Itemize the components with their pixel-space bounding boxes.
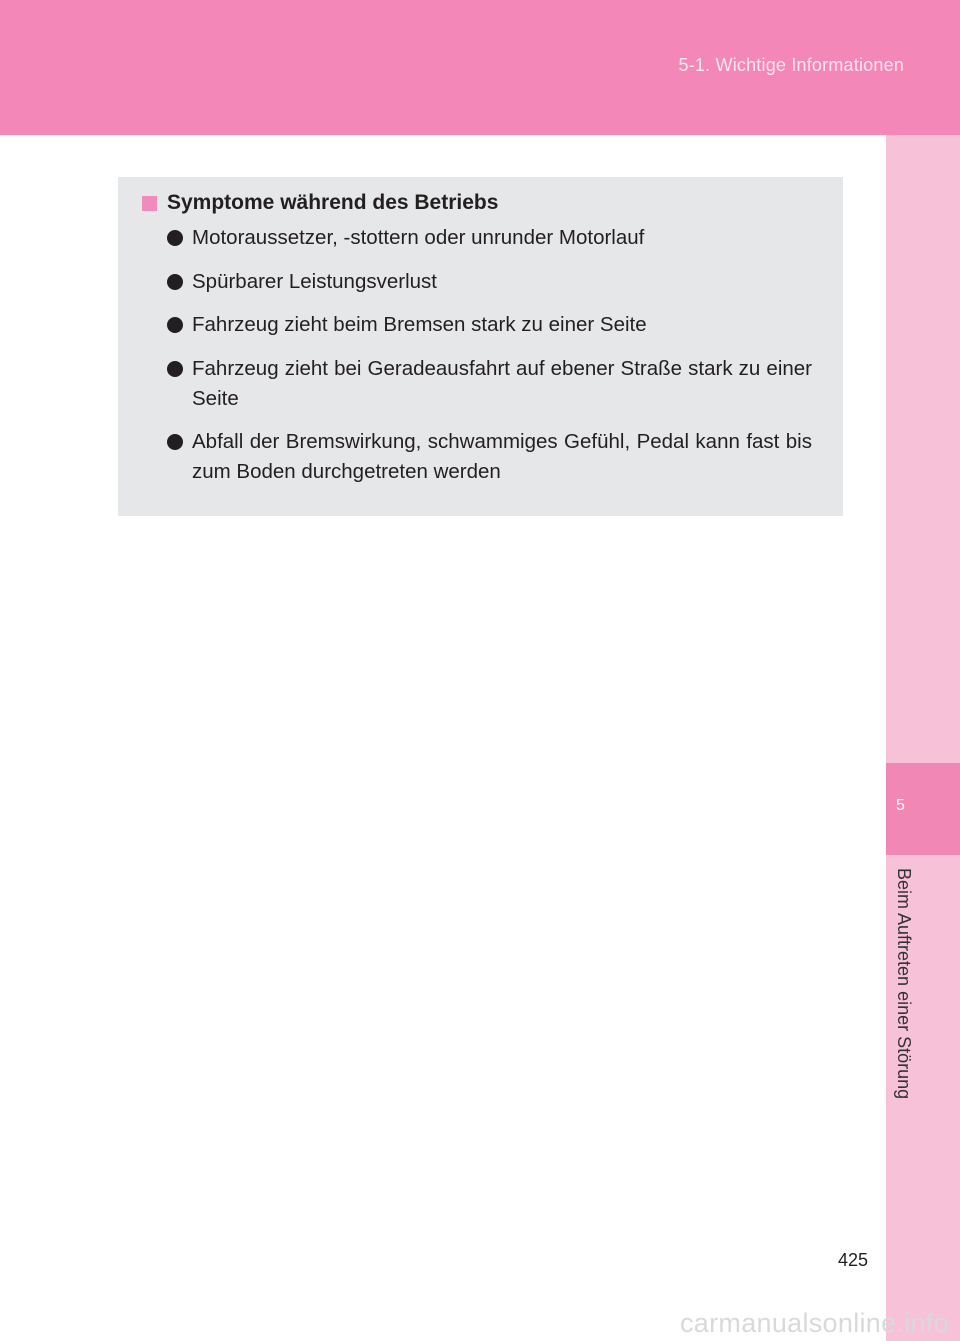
section-title: 5-1. Wichtige Informationen — [678, 55, 904, 75]
chapter-name: Beim Auftreten einer Störung — [894, 868, 914, 1100]
box-heading-text: Symptome während des Betriebs — [167, 191, 499, 214]
circle-bullet-icon — [167, 274, 183, 290]
side-strip — [886, 135, 960, 1341]
list-item-text: Motoraussetzer, -stottern oder unrunder Motorlauf — [192, 226, 645, 249]
list-item-text: Abfall der Bremswirkung, schwammiges Gefühl, Pedal kann fast bis zum Boden durchgetreten werden — [192, 430, 812, 483]
circle-bullet-icon — [167, 434, 183, 450]
list-item — [166, 310, 812, 340]
list-item — [166, 223, 812, 253]
list-item-text: Fahrzeug zieht beim Bremsen stark zu einer Seite — [192, 313, 647, 336]
box-heading — [142, 191, 498, 215]
watermark: carmanualsonline.info — [680, 1308, 949, 1338]
list-item-text: Spürbarer Leistungsverlust — [192, 269, 437, 293]
list-item — [166, 354, 812, 414]
circle-bullet-icon — [167, 361, 183, 377]
list-item-text: Fahrzeug zieht bei Geradeausfahrt auf ebener Straße stark zu einer Seite — [192, 356, 812, 410]
square-bullet-icon — [142, 196, 157, 211]
list-item — [166, 267, 812, 297]
chapter-number: 5 — [896, 797, 905, 814]
circle-bullet-icon — [167, 317, 183, 333]
circle-bullet-icon — [167, 230, 183, 246]
list-item — [166, 427, 812, 487]
symptoms-box — [118, 177, 843, 516]
symptom-list — [166, 223, 812, 501]
page-number: 425 — [838, 1250, 869, 1270]
